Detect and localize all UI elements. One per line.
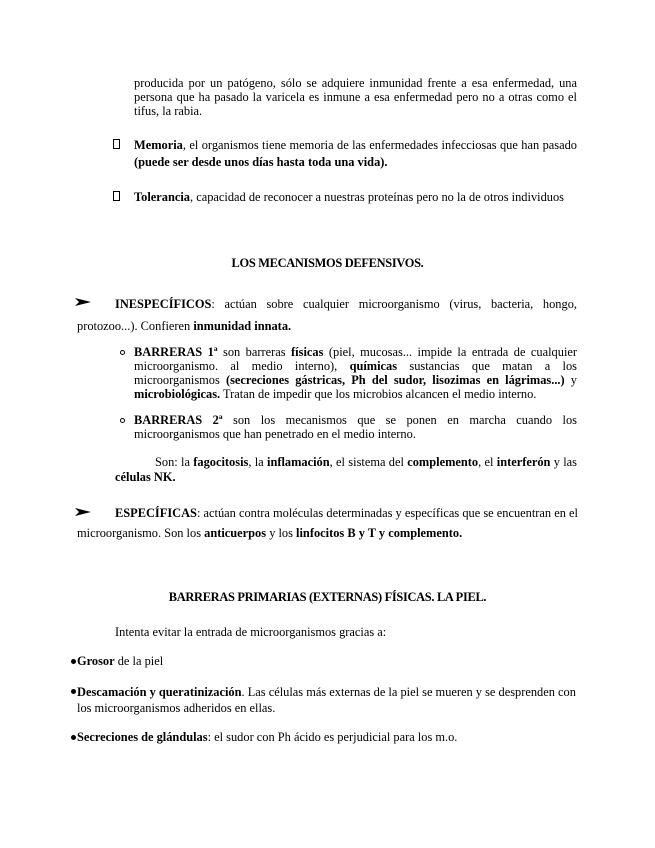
barreras1-term: BARRERAS 1ª [134,345,218,359]
dot-bullet-icon [71,659,76,664]
circle-bullet-icon [120,350,125,355]
inespecificos-term: INESPECÍFICOS [115,297,212,311]
square-bullet-icon [113,191,120,201]
section-heading-mecanismos: LOS MECANISMOS DEFENSIVOS. [231,256,424,270]
tolerancia-term: Tolerancia [134,190,190,204]
grosor-item: Grosor de la piel [77,654,164,668]
dot-bullet-icon [71,689,76,694]
son-paragraph: Son: la fagocitosis, la inflamación, el sistema del complemento, el interferón y las células NK. [115,455,578,484]
barreras2-term: BARRERAS 2ª [134,413,223,427]
memoria-paragraph: Memoria, el organismos tiene memoria de las enfermedades infecciosas que han pasado (puede ser desde unos días hasta toda una vida). [134,138,577,169]
especificas-paragraph: ESPECÍFICAS: actúan contra moléculas determinadas y específicas que se encuentran en el microorganismo. Son los anticuerpos y los linfocitos B y T y complemento. [77,506,578,540]
secreciones-term: Secreciones de glándulas [77,730,208,744]
descamacion-item: Descamación y queratinización. Las células más externas de la piel se mueren y se desprenden con los microorganismos adheridos en ellas. [77,685,576,715]
square-bullet-icon [113,139,120,149]
especificas-term: ESPECÍFICAS [115,506,197,520]
circle-bullet-icon [120,418,125,423]
dot-bullet-icon [71,735,76,740]
intro-paragraph: producida por un patógeno, sólo se adquiere inmunidad frente a esa enfermedad, una persona que ha pasado la varicela es inmune a esa enfermedad pero no a otras como el tifus, la rabia. [134,76,577,118]
descamacion-term: Descamación y queratinización [77,685,242,699]
intro-line: Intenta evitar la entrada de microorganismos gracias a: [115,625,387,639]
secreciones-item: Secreciones de glándulas: el sudor con Ph ácido es perjudicial para los m.o. [77,730,458,744]
barreras-secundarias-item: BARRERAS 2ª son los mecanismos que se ponen en marcha cuando los microorganismos que han penetrado en el medio interno. [134,413,577,441]
barreras-primarias-item: BARRERAS 1ª son barreras físicas (piel, mucosas... impide la entrada de cualquier microorganismo. al medio interno), químicas sustancias que matan a los microorganismos (secreciones gástricas, Ph del sudor, lisozimas en lágrimas...) y microbiológicas. Tratan de impedir que los microbios alcancen el medio interno. [134,345,578,401]
inespecificos-paragraph: INESPECÍFICOS: actúan sobre cualquier microorganismo (virus, bacteria, hongo, protozoo...). Confieren inmunidad innata. [77,297,577,333]
tolerancia-paragraph: Tolerancia, capacidad de reconocer a nuestras proteínas pero no la de otros individuos [134,190,564,204]
section-heading-barreras-primarias: BARRERAS PRIMARIAS (EXTERNAS) FÍSICAS. LA PIEL. [168,590,487,604]
grosor-term: Grosor [77,654,115,668]
memoria-term: Memoria [134,138,183,152]
